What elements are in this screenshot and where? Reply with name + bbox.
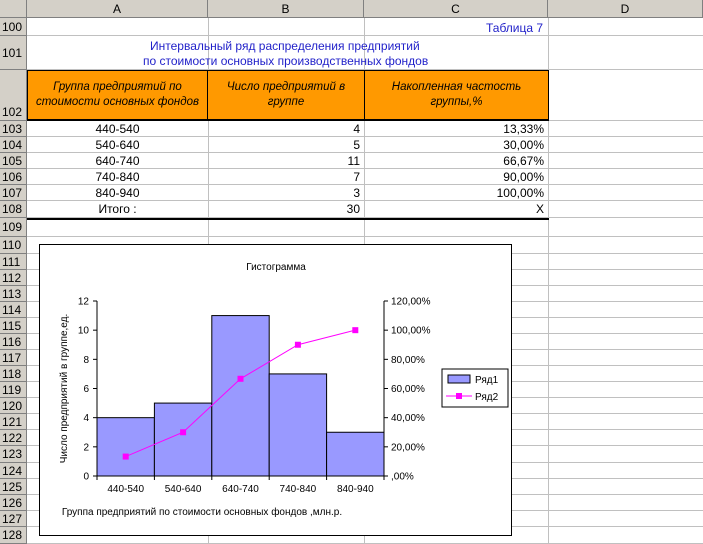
row-header-113[interactable]: 113	[0, 286, 27, 302]
y-tick-label: 12	[77, 296, 89, 308]
grid-line	[27, 35, 703, 36]
y2-tick-label: 20,00%	[391, 442, 425, 454]
table-label: Таблица 7	[486, 21, 544, 35]
total-divider	[27, 218, 549, 220]
group-cell[interactable]: 840-940	[95, 186, 140, 200]
column-header-a[interactable]: A	[27, 0, 208, 18]
column-header-d[interactable]: D	[548, 0, 703, 18]
row-header-126[interactable]: 126	[0, 495, 27, 511]
y2-tick-label: 40,00%	[391, 413, 425, 425]
count-cell[interactable]: 11	[347, 154, 360, 168]
row-header-122[interactable]: 122	[0, 430, 27, 446]
column-header-c[interactable]: C	[364, 0, 548, 18]
total-cumulative[interactable]: X	[535, 202, 544, 216]
row-header-110[interactable]: 110	[0, 237, 27, 254]
cumulative-cell[interactable]: 100,00%	[496, 186, 544, 200]
y2-tick-label: 100,00%	[391, 325, 431, 337]
y-tick-label: 0	[83, 471, 89, 483]
row-header-124[interactable]: 124	[0, 463, 27, 479]
row-header-104[interactable]: 104	[0, 137, 27, 153]
row-header-119[interactable]: 119	[0, 382, 27, 398]
row-header-128[interactable]: 128	[0, 527, 27, 544]
row-header-100[interactable]: 100	[0, 18, 27, 36]
group-cell[interactable]: 540-640	[95, 138, 140, 152]
grid-line	[27, 236, 703, 237]
cumulative-cell[interactable]: 30,00%	[503, 138, 544, 152]
row-header-106[interactable]: 106	[0, 169, 27, 185]
chart-title: Гистограмма	[246, 262, 306, 273]
x-axis-label: Группа предприятий по стоимости основных фондов ,млн.р.	[61, 507, 343, 518]
column-header-b[interactable]: B	[208, 0, 364, 18]
row-header-116[interactable]: 116	[0, 334, 27, 350]
legend-line-label: Ряд2	[475, 392, 499, 403]
y-tick-label: 2	[83, 442, 89, 454]
row-header-112[interactable]: 112	[0, 270, 27, 286]
bar-840-940	[327, 432, 384, 476]
x-tick-label: 740-840	[279, 484, 317, 495]
x-tick-label: 440-540	[107, 484, 145, 495]
row-header-109[interactable]: 109	[0, 218, 27, 237]
line-marker-640-740	[238, 376, 244, 382]
total-count[interactable]: 30	[346, 202, 360, 216]
row-header-121[interactable]: 121	[0, 414, 27, 430]
row-header-115[interactable]: 115	[0, 318, 27, 334]
line-marker-540-640	[180, 429, 186, 435]
row-header-108[interactable]: 108	[0, 201, 27, 218]
bar-740-840	[269, 374, 326, 476]
bar-440-540	[97, 418, 154, 476]
group-cell[interactable]: 640-740	[95, 154, 140, 168]
select-all-corner[interactable]	[0, 0, 27, 18]
row-header-111[interactable]: 111	[0, 254, 27, 270]
y-axis-label: Число предприятий в группе,ед.	[59, 313, 70, 464]
row-header-120[interactable]: 120	[0, 398, 27, 414]
header-group	[27, 70, 208, 120]
row-header-101[interactable]: 101	[0, 36, 27, 70]
total-label[interactable]: Итого :	[98, 202, 137, 216]
row-header-125[interactable]: 125	[0, 479, 27, 495]
table-title-line2: по стоимости основных производственных фондов	[143, 54, 429, 68]
count-cell[interactable]: 4	[353, 122, 360, 136]
legend-bar-label: Ряд1	[475, 375, 499, 386]
cumulative-cell[interactable]: 90,00%	[503, 170, 544, 184]
legend-line-marker	[456, 393, 462, 399]
y-tick-label: 6	[83, 384, 89, 395]
y2-tick-label: ,00%	[391, 471, 414, 483]
header-cumulative-text: Накопленная частость группы,%	[391, 81, 522, 108]
header-cumulative	[364, 70, 549, 120]
row-header-103[interactable]: 103	[0, 121, 27, 137]
x-tick-label: 540-640	[164, 484, 202, 495]
group-cell[interactable]: 740-840	[95, 170, 140, 184]
y2-tick-label: 60,00%	[391, 384, 425, 395]
group-cell[interactable]: 440-540	[95, 122, 140, 136]
bar-640-740	[212, 316, 269, 476]
count-cell[interactable]: 7	[353, 170, 360, 184]
row-header-123[interactable]: 123	[0, 446, 27, 463]
x-tick-label: 840-940	[336, 484, 374, 495]
row-header-117[interactable]: 117	[0, 350, 27, 366]
count-cell[interactable]: 3	[353, 186, 360, 200]
row-header-114[interactable]: 114	[0, 302, 27, 318]
row-header-118[interactable]: 118	[0, 366, 27, 382]
y-tick-label: 4	[83, 413, 89, 425]
count-cell[interactable]: 5	[353, 138, 360, 152]
legend-bar-swatch	[448, 375, 470, 383]
chart-area[interactable]	[39, 244, 512, 536]
y-tick-label: 8	[83, 354, 89, 366]
y2-tick-label: 120,00%	[391, 296, 431, 308]
y-tick-label: 10	[77, 325, 89, 337]
row-header-105[interactable]: 105	[0, 153, 27, 169]
header-count	[207, 70, 365, 120]
cumulative-cell[interactable]: 13,33%	[503, 122, 544, 136]
table-title-line1: Интервальный ряд распределения предприятий	[150, 39, 420, 53]
x-tick-label: 640-740	[222, 484, 259, 495]
line-marker-840-940	[352, 327, 358, 333]
header-group-text: Группа предприятий по стоимости основных фондов	[35, 81, 200, 108]
row-header-127[interactable]: 127	[0, 511, 27, 527]
line-marker-740-840	[295, 342, 301, 348]
row-header-102[interactable]: 102	[0, 70, 27, 121]
line-marker-440-540	[123, 454, 129, 460]
header-count-text: Число предприятий в группе	[226, 81, 346, 108]
row-header-107[interactable]: 107	[0, 185, 27, 201]
cumulative-cell[interactable]: 66,67%	[503, 154, 544, 168]
histogram-chart	[40, 245, 511, 535]
y2-tick-label: 80,00%	[391, 354, 425, 366]
